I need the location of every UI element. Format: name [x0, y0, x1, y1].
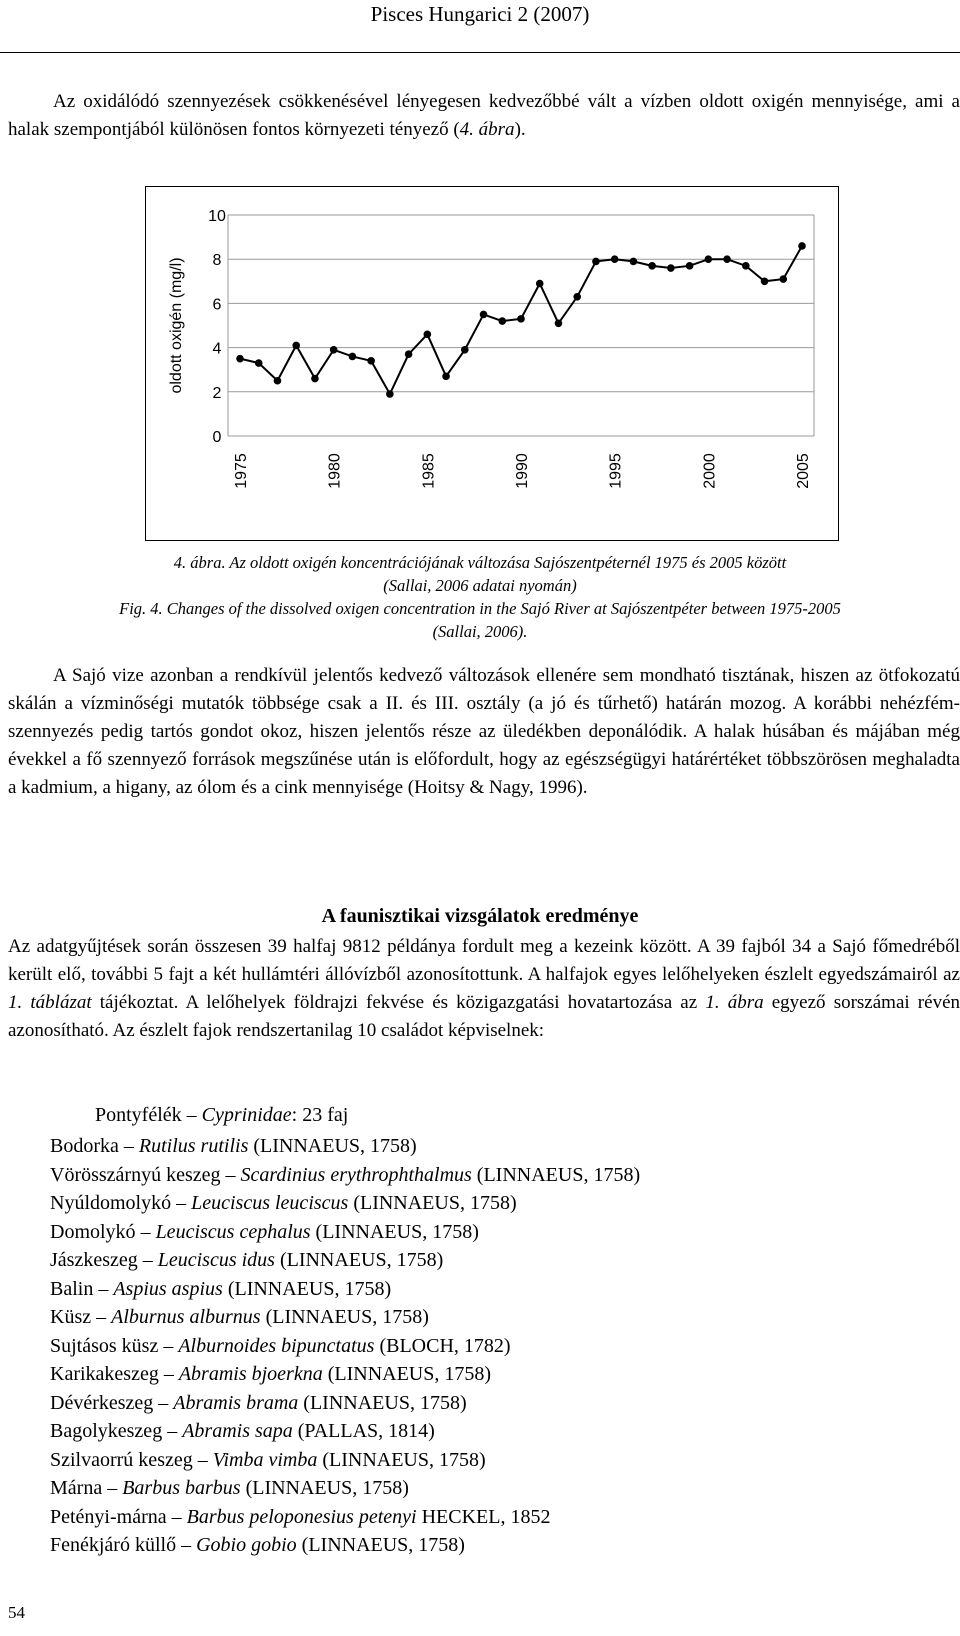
species-author: (LINNAEUS, 1758) [222, 1277, 392, 1300]
data-point [555, 319, 563, 327]
species-common: Szilvaorrú keszeg [50, 1448, 193, 1471]
species-dash: – [102, 1477, 123, 1499]
figure-ref-2: 1. ábra [705, 992, 764, 1013]
species-author: (LINNAEUS, 1758) [260, 1306, 429, 1328]
species-author: (BLOCH, 1782) [374, 1334, 511, 1357]
data-point [424, 331, 432, 339]
species-latin: Rutilus rutilis [138, 1135, 249, 1157]
species-item [50, 1303, 640, 1332]
species-item [50, 1389, 640, 1418]
species-latin: Barbus peloponesius petenyi [186, 1505, 417, 1528]
species-latin: Scardinius erythrophthalmus [240, 1163, 472, 1186]
species-author: (LINNAEUS, 1758) [348, 1192, 517, 1214]
y-tick-label: 6 [212, 296, 222, 314]
page-number: 54 [8, 1603, 25, 1622]
species-dash: – [91, 1306, 112, 1328]
data-point [648, 262, 656, 270]
y-tick-label: 8 [212, 252, 222, 270]
species-author: (LINNAEUS, 1758) [296, 1534, 465, 1556]
data-point [592, 258, 600, 266]
caption-en-line1: Fig. 4. Changes of the dissolved oxigen concentration in the Sajó River at Sajószentpéter between 1975-2005 [119, 599, 841, 618]
species-dash: – [135, 1220, 156, 1243]
species-item [50, 1275, 640, 1304]
species-author: (LINNAEUS, 1758) [274, 1249, 444, 1271]
data-point [349, 353, 357, 361]
species-dash: – [118, 1135, 139, 1157]
species-common: Küsz [50, 1306, 92, 1328]
family-count: : 23 faj [291, 1104, 349, 1126]
species-author: (LINNAEUS, 1758) [322, 1363, 492, 1385]
data-point [536, 280, 544, 288]
species-latin: Abramis bjoerkna [178, 1363, 323, 1385]
species-author: (LINNAEUS, 1758) [248, 1135, 417, 1157]
data-point [480, 311, 488, 319]
species-latin: Alburnoides bipunctatus [178, 1334, 375, 1357]
species-common: Sujtásos küsz [50, 1334, 159, 1357]
family-dash: – [181, 1104, 202, 1126]
species-item [50, 1218, 640, 1247]
species-common: Márna [50, 1477, 103, 1499]
family-name: Pontyfélék [95, 1104, 182, 1126]
fauna-text-1: Az adatgyűjtések során összesen 39 halfaj 9812 példánya fordult meg a kezeink között. A 39 fajból 34 a Sajó főmedréből került elő, további 5 fajt a két hullámtéri állóvízből azonosítottunk. A halfajok egyes lelőhelyeken észlelt egyedszámairól az [8, 936, 960, 985]
data-point [667, 264, 675, 272]
species-dash: – [158, 1363, 179, 1385]
intro-end: ). [514, 119, 526, 140]
data-point [573, 293, 581, 301]
species-latin: Leuciscus cephalus [155, 1220, 311, 1243]
species-dash: – [171, 1192, 192, 1214]
x-tick-label: 1975 [233, 453, 250, 489]
species-common: Bodorka [50, 1135, 119, 1157]
species-dash: – [220, 1163, 241, 1186]
species-item [50, 1446, 640, 1475]
oxygen-chart [145, 186, 839, 541]
caption-en-line2: (Sallai, 2006). [432, 622, 528, 641]
species-latin: Barbus barbus [122, 1477, 241, 1499]
species-common: Dévérkeszeg [50, 1391, 154, 1414]
species-item [50, 1332, 640, 1361]
species-common: Fenékjáró küllő [50, 1534, 177, 1556]
species-item [50, 1246, 640, 1275]
species-item [50, 1531, 640, 1560]
species-dash: – [176, 1534, 197, 1556]
species-latin: Gobio gobio [196, 1534, 297, 1556]
caption-en [0, 597, 960, 643]
data-point [311, 375, 319, 383]
species-item [50, 1474, 640, 1503]
species-dash: – [93, 1277, 114, 1300]
species-author: (PALLAS, 1814) [292, 1420, 435, 1442]
data-point [686, 262, 694, 270]
species-latin: Abramis sapa [182, 1420, 293, 1442]
x-tick-label: 1995 [607, 453, 625, 489]
species-common: Bagolykeszeg [50, 1420, 163, 1442]
species-common: Nyúldomolykó [50, 1192, 172, 1214]
data-point [611, 255, 619, 263]
species-common: Vörösszárnyú keszeg [50, 1163, 221, 1186]
y-axis-label: oldott oxigén (mg/l) [168, 257, 185, 394]
running-head: Pisces Hungarici 2 (2007) [370, 2, 590, 26]
species-latin: Alburnus alburnus [111, 1306, 261, 1328]
family-latin: Cyprinidae [201, 1104, 292, 1126]
data-point [779, 275, 787, 283]
y-tick-label: 4 [212, 340, 222, 358]
sajo-paragraph: A Sajó vize azonban a rendkívül jelentős kedvező változások ellenére sem mondható tisztának, hiszen az ötfokozatú skálán a vízminőségi mutatók többsége csak a II. és III. osztály (a jó és tűrhető) határán mozog. A korábbi nehézfém-szennyezés pedig tartós gondot okoz, hiszen jelentős része az üledékben deponálódik. A halak húsában és májában még évekkel a fő szennyező források megszűnése után is előfordult, hogy az egészségügyi határértéket többszörösen meghaladta a kadmium, a higany, az ólom és a cink mennyisége (Hoitsy & Nagy, 1996). [8, 665, 960, 798]
data-point [798, 242, 806, 250]
caption-hu-line2: (Sallai, 2006 adatai nyomán) [383, 576, 577, 595]
data-point [330, 346, 338, 354]
species-item [50, 1161, 640, 1190]
species-list [50, 1132, 640, 1560]
species-dash: – [162, 1420, 183, 1442]
header-rule [0, 52, 960, 53]
x-tick-label: 2005 [795, 453, 812, 489]
table-ref: 1. táblázat [8, 992, 92, 1013]
species-common: Domolykó [50, 1220, 136, 1243]
intro-text: Az oxidálódó szennyezések csökkenésével lényegesen kedvezőbbé vált a vízben oldott oxigén mennyisége, ami a halak szempontjából különösen fontos környezeti tényező ( [8, 91, 960, 140]
fauna-text-3: egyező sorszámai révén azonosítható. Az észlelt fajok rendszertanilag 10 családot képviselnek: [8, 992, 960, 1041]
y-tick-label: 10 [208, 208, 226, 225]
figure-ref: 4. ábra [459, 119, 515, 140]
species-common: Karikakeszeg [50, 1363, 159, 1385]
x-tick-label: 1985 [420, 453, 438, 489]
data-point [236, 355, 244, 363]
data-point [292, 342, 300, 350]
data-point [723, 255, 731, 263]
data-point [442, 373, 450, 381]
species-dash: – [192, 1448, 213, 1471]
species-latin: Abramis brama [173, 1391, 299, 1414]
species-dash: – [166, 1505, 187, 1528]
species-item [50, 1360, 640, 1389]
species-author: (LINNAEUS, 1758) [317, 1448, 486, 1471]
data-point [274, 377, 282, 385]
x-tick-label: 1990 [514, 453, 531, 489]
species-author: (LINNAEUS, 1758) [298, 1391, 467, 1414]
caption-hu-line1: 4. ábra. Az oldott oxigén koncentrációjának változása Sajószentpéternél 1975 és 2005 között [173, 553, 787, 572]
y-tick-label: 0 [212, 429, 222, 446]
species-common: Petényi-márna [50, 1505, 167, 1528]
fauna-text-2: tájékoztat. A lelőhelyek földrajzi fekvése és közigazgatási hovatartozása az [91, 992, 706, 1013]
species-item [50, 1189, 640, 1218]
fauna-paragraph [8, 933, 960, 1045]
data-point [367, 357, 375, 365]
data-point [705, 255, 713, 263]
species-common: Balin [50, 1277, 94, 1300]
section-heading: A faunisztikai vizsgálatok eredménye [321, 905, 639, 927]
species-latin: Vimba vimba [212, 1448, 318, 1471]
data-point [498, 317, 506, 325]
y-tick-label: 2 [212, 384, 222, 402]
x-tick-label: 1980 [326, 453, 344, 489]
species-latin: Leuciscus idus [157, 1249, 275, 1271]
species-common: Jászkeszeg [50, 1249, 138, 1271]
species-author: HECKEL, 1852 [416, 1505, 551, 1528]
oxygen-chart-svg [146, 187, 840, 542]
data-point [630, 258, 638, 266]
data-point [517, 315, 525, 323]
species-author: (LINNAEUS, 1758) [240, 1477, 409, 1499]
data-point [461, 346, 469, 354]
data-point [761, 278, 769, 286]
data-point [405, 350, 413, 358]
species-author: (LINNAEUS, 1758) [471, 1163, 641, 1186]
species-dash: – [137, 1249, 158, 1271]
data-point [386, 390, 394, 398]
species-dash: – [153, 1391, 174, 1414]
x-tick-label: 2000 [701, 453, 719, 489]
family-heading [95, 1104, 348, 1127]
species-item [50, 1417, 640, 1446]
data-point [742, 262, 750, 270]
species-dash: – [158, 1334, 179, 1357]
species-item [50, 1503, 640, 1532]
species-latin: Aspius aspius [113, 1277, 223, 1300]
species-latin: Leuciscus leuciscus [191, 1192, 349, 1214]
caption-hu [0, 551, 960, 597]
species-author: (LINNAEUS, 1758) [310, 1220, 479, 1243]
data-point [255, 359, 263, 367]
species-item [50, 1132, 640, 1161]
intro-paragraph [8, 88, 960, 144]
